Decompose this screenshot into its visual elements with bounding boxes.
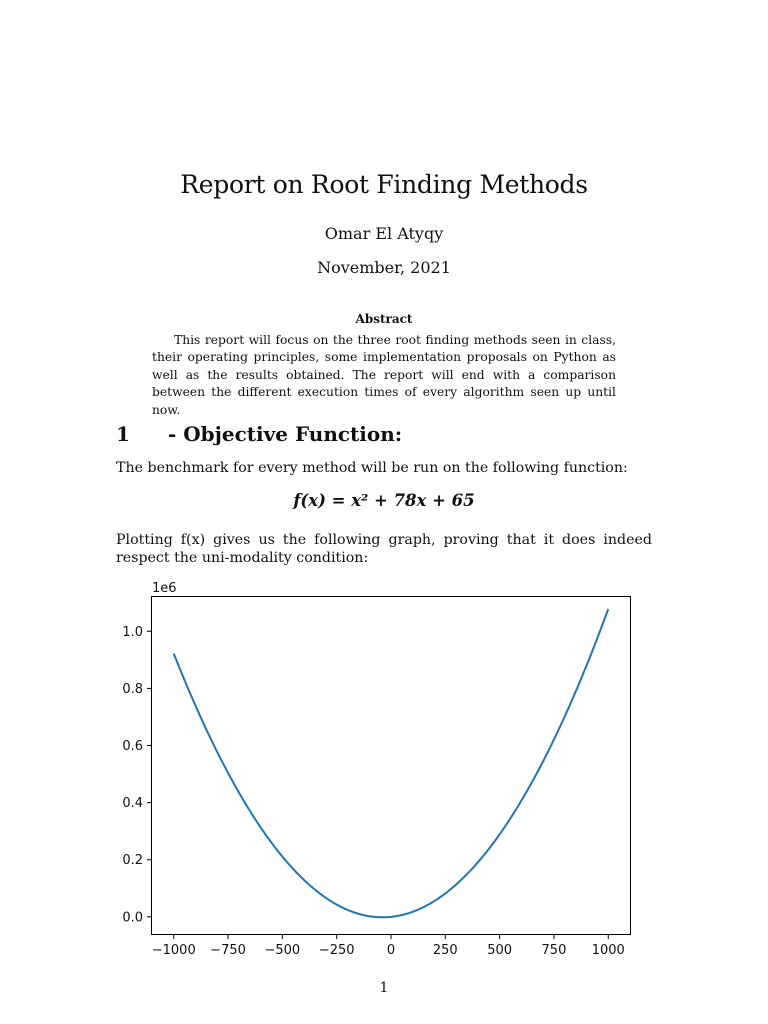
body-paragraph-2: Plotting f(x) gives us the following graph, proving that it does indeed respect the uni-modality condition: [116, 532, 652, 566]
x-tick-label: 750 [541, 943, 567, 958]
x-tick-label: 0 [386, 943, 396, 958]
x-tick-label: −1000 [151, 943, 196, 958]
x-tick-label: −250 [318, 943, 355, 958]
x-axis [152, 934, 625, 958]
y-tick-label: 0.6 [122, 739, 143, 755]
y-axis [122, 625, 152, 926]
y-offset-label: 1e6 [152, 581, 177, 596]
x-tick-label: 500 [487, 943, 513, 958]
page-number: 1 [379, 980, 389, 996]
x-tick-label: 1000 [591, 943, 625, 958]
x-tick-label: −750 [210, 943, 246, 958]
x-tick-label: 250 [432, 943, 458, 958]
series-line [174, 609, 609, 917]
author-name: Omar El Atyqy [324, 224, 444, 243]
y-tick-label: 1.0 [122, 624, 143, 640]
abstract-heading: Abstract [355, 312, 413, 326]
objective-equation: f(x) = x² + 78x + 65 [293, 491, 475, 510]
y-tick-label: 0.8 [122, 681, 143, 697]
section-number: 1 [116, 422, 130, 446]
x-tick-label: −500 [264, 943, 301, 958]
y-tick-label: 0.2 [122, 853, 143, 869]
y-tick-label: 0.4 [122, 796, 143, 812]
publication-date: November, 2021 [317, 258, 451, 277]
abstract-text: This report will focus on the three root finding methods seen in class, their operating principles, some implementation proposals on Python as well as the results obtained. The report will end with a comparison between the different execution times of every algorithm seen up until now. [152, 333, 616, 417]
body-paragraph-1: The benchmark for every method will be run on the following function: [116, 460, 628, 476]
paper-title: Report on Root Finding Methods [180, 170, 588, 199]
section-title: - Objective Function: [168, 422, 403, 446]
y-tick-label: 0.0 [122, 910, 143, 926]
